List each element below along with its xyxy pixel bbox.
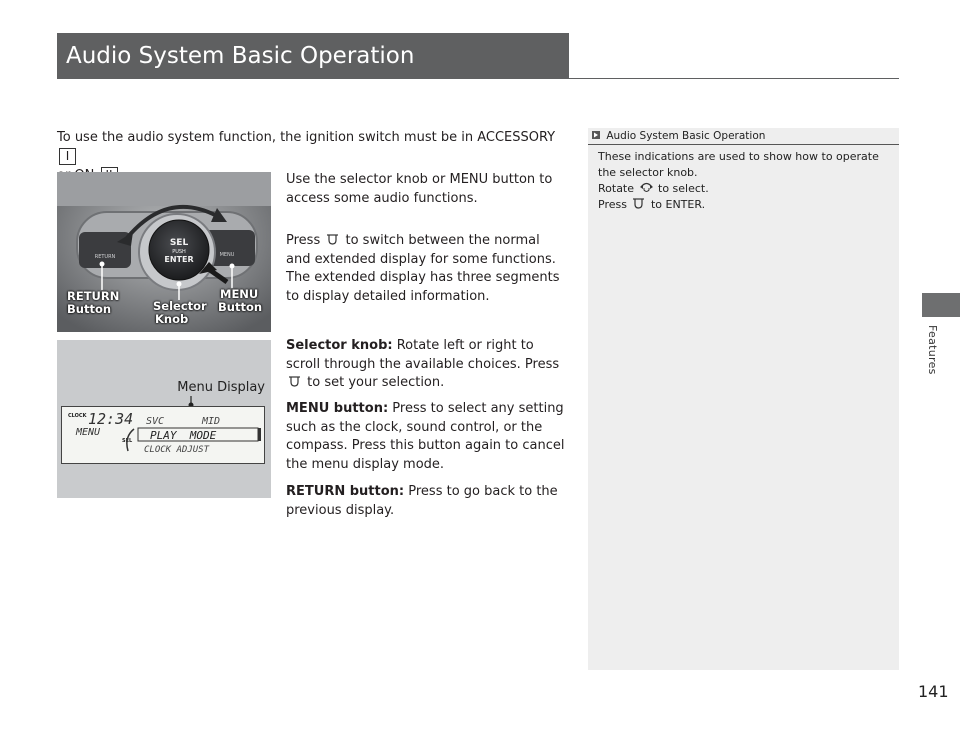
note-rotate-line: Rotate to select. bbox=[598, 182, 709, 195]
menu-button-legend: MENU bbox=[219, 252, 235, 258]
note-line-1: These indications are used to show how to operate the selector knob. bbox=[598, 150, 879, 179]
lcd-row3: CLOCK ADJUST bbox=[144, 445, 210, 455]
note-arrow-icon bbox=[592, 131, 600, 139]
control-panel-photo bbox=[57, 172, 271, 332]
paragraph-selector-knob: Selector knob: Rotate left or right to scroll through the available choices. Press to set your selection. bbox=[286, 338, 560, 390]
menu-button-term: MENU button: bbox=[286, 401, 389, 416]
knob-legend-sel: SEL bbox=[169, 238, 189, 248]
paragraph-menu-button: MENU button: Press to select any setting such as the clock, sound control, or the compass. Press this button again to cancel the menu display mode. bbox=[286, 401, 565, 472]
lcd-menu-label: MENU bbox=[76, 427, 101, 438]
menu-button-callout: MENU Button bbox=[218, 287, 263, 314]
side-tab-marker bbox=[922, 293, 960, 317]
lcd-time: 12:34 bbox=[88, 410, 134, 428]
lcd-row2-selected: PLAY MODE bbox=[150, 429, 217, 442]
note-body bbox=[588, 145, 899, 213]
knob-press-icon bbox=[326, 234, 339, 245]
paragraph-return-button: RETURN button: Press to go back to the previous display. bbox=[286, 484, 558, 518]
lcd-row1-left: SVC bbox=[146, 416, 165, 427]
intro-text-a: To use the audio system function, the ignition switch must be in ACCESSORY bbox=[57, 130, 556, 145]
selector-knob-term: Selector knob: bbox=[286, 338, 393, 353]
side-tab-label: Features bbox=[926, 325, 939, 375]
knob-legend-push: PUSH bbox=[172, 249, 186, 255]
knob-legend-enter: ENTER bbox=[164, 255, 194, 264]
menu-display-figure bbox=[57, 340, 271, 498]
paragraph-selector-intro: Use the selector knob or MENU button to access some audio functions. bbox=[286, 172, 553, 206]
ignition-accessory-key: I bbox=[59, 148, 76, 165]
menu-display-caption: Menu Display bbox=[177, 380, 265, 395]
selector-knob-callout: Selector Knob bbox=[153, 299, 207, 326]
title-rule bbox=[57, 78, 899, 79]
note-press-line: Press to ENTER. bbox=[598, 198, 706, 211]
paragraph-display-toggle: Press to switch between the normal and extended display for some functions. The extended display has three segments to display detailed information. bbox=[286, 233, 560, 304]
section-title: Audio System Basic Operation bbox=[57, 33, 569, 79]
return-button-term: RETURN button: bbox=[286, 484, 405, 499]
note-panel bbox=[588, 128, 899, 670]
knob-press-icon bbox=[288, 376, 301, 387]
knob-press-icon bbox=[632, 198, 645, 209]
lcd-content bbox=[62, 407, 266, 465]
knob-rotate-icon bbox=[640, 182, 653, 193]
lcd-clock-tag: CLOCK bbox=[68, 413, 87, 419]
lcd-screen bbox=[61, 406, 265, 464]
lcd-sel-tag: SEL bbox=[122, 438, 133, 444]
return-button-callout: RETURN Button bbox=[67, 289, 120, 316]
page-number: 141 bbox=[918, 682, 949, 701]
note-heading: Audio System Basic Operation bbox=[588, 128, 899, 145]
lcd-row1-right: MID bbox=[202, 416, 221, 427]
return-button-legend: RETURN bbox=[94, 254, 116, 260]
